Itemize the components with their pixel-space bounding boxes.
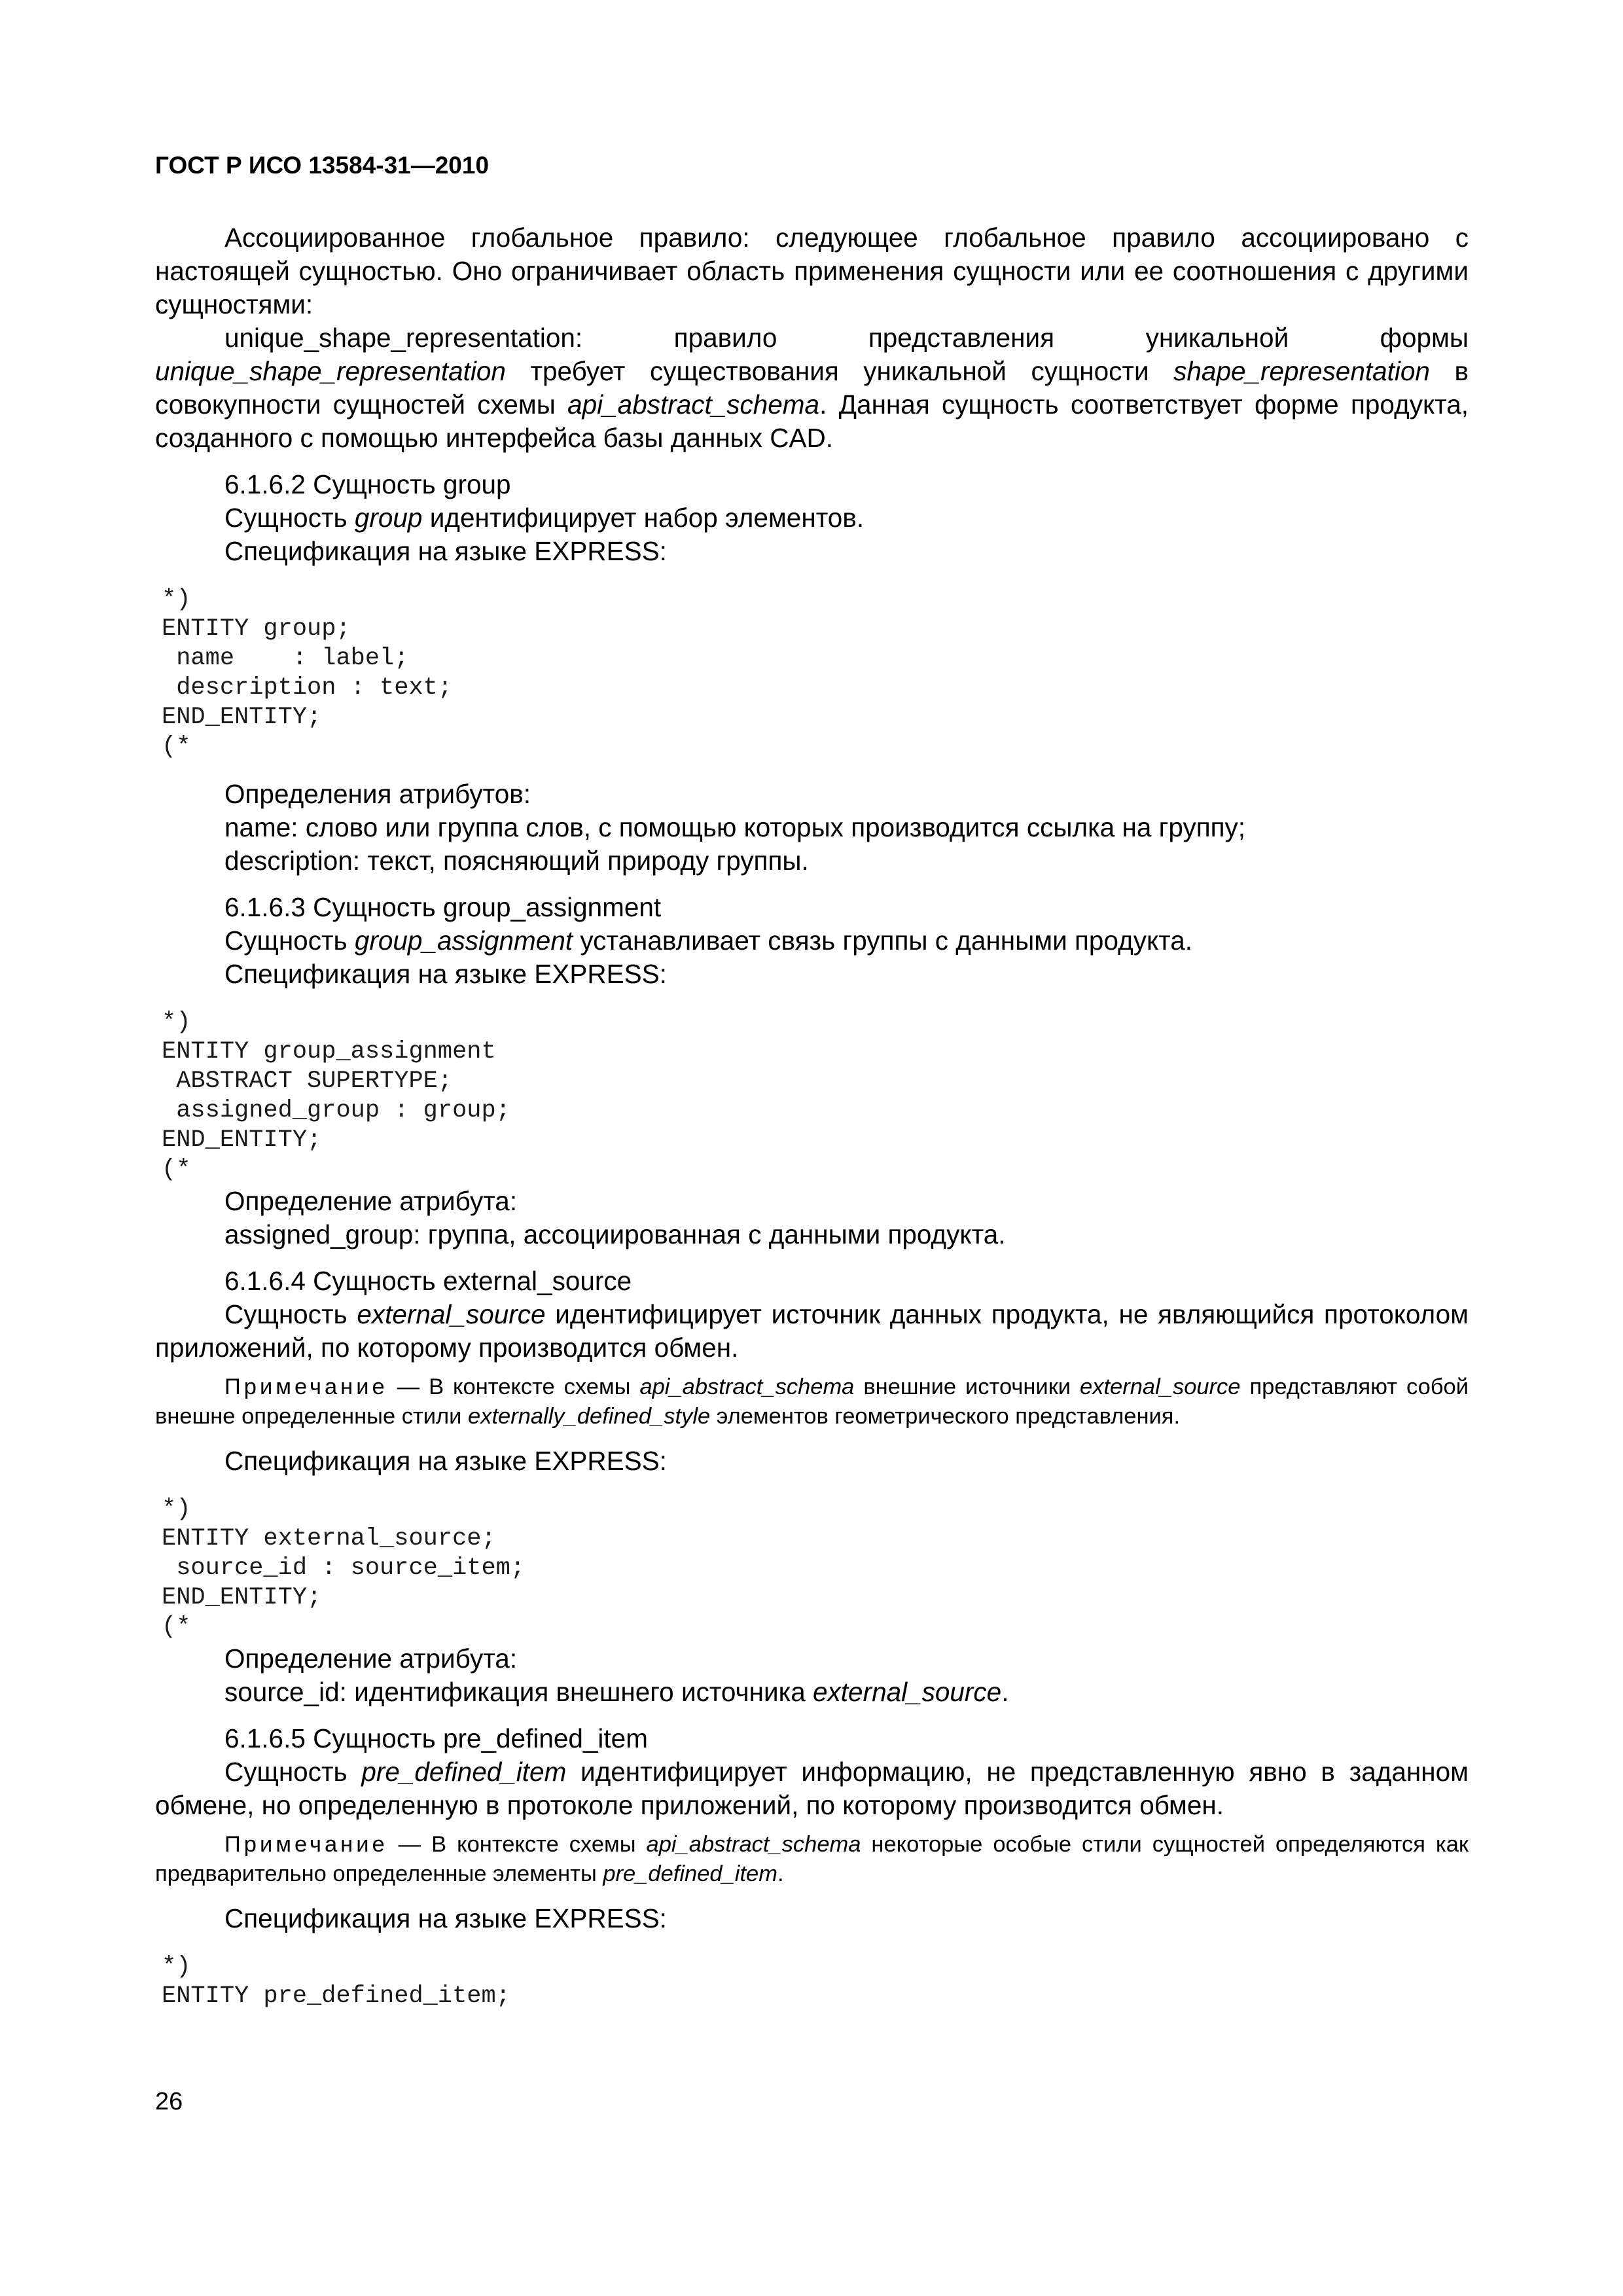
page-number: 26 [155, 2088, 183, 2115]
pre-defined-item-description: Сущность pre_defined_item идентифицирует информацию, не представленную явно в заданном обмене, но определенную в протоколе приложений, по которому производится обмен. [155, 1757, 1469, 1820]
pre-defined-item-note: Примечание — В контексте схемы api_abstract_schema некоторые особые стили сущностей определяются как предварительно определенные элементы pre_defined_item. [155, 1832, 1469, 1886]
external-source-description: Сущность external_source идентифицирует источник данных продукта, не являющийся протоколом приложений, по которому производится обмен. [155, 1299, 1469, 1363]
group-assignment-attr-title: Определение атрибута: [224, 1186, 518, 1216]
group-attr-description: description: текст, поясняющий природу группы. [224, 846, 809, 876]
group-spec-label: Спецификация на языке EXPRESS: [224, 536, 667, 566]
assoc-rule-paragraph: Ассоциированное глобальное правило: следующее глобальное правило ассоциировано с настоящей сущностью. Оно ограничивает область применения сущности или ее соотношения с другими сущностями: [155, 223, 1469, 319]
group-express-code: *) ENTITY group; name : label; description : text; END_ENTITY; (* [162, 586, 453, 761]
section-heading-group-assignment: 6.1.6.3 Сущность group_assignment [224, 892, 662, 922]
group-assignment-description: Сущность group_assignment устанавливает связь группы с данными продукта. [224, 925, 1193, 956]
section-heading-external-source: 6.1.6.4 Сущность external_source [224, 1266, 632, 1296]
document-body [155, 221, 1469, 2011]
external-source-attr-title: Определение атрибута: [224, 1643, 518, 1674]
group-assignment-attr: assigned_group: группа, ассоциированная с данными продукта. [224, 1219, 1006, 1249]
pre-defined-item-express-code: *) ENTITY pre_defined_item; [162, 1953, 510, 2010]
group-attrs-title: Определения атрибутов: [224, 779, 531, 809]
group-description: Сущность group идентифицирует набор элементов. [224, 503, 865, 533]
section-heading-group: 6.1.6.2 Сущность group [224, 469, 511, 499]
document-header: ГОСТ Р ИСО 13584-31—2010 [155, 152, 490, 179]
group-assignment-spec-label: Спецификация на языке EXPRESS: [224, 959, 667, 989]
group-attr-name: name: слово или группа слов, с помощью которых производится ссылка на группу; [224, 812, 1246, 842]
pre-defined-item-spec-label: Спецификация на языке EXPRESS: [224, 1903, 667, 1933]
external-source-express-code: *) ENTITY external_source; source_id : source_item; END_ENTITY; (* [162, 1496, 526, 1641]
external-source-note: Примечание — В контексте схемы api_abstract_schema внешние источники external_source представляют собой внешне определенные стили externally_defined_style элементов геометрического представления. [155, 1374, 1469, 1429]
external-source-spec-label: Спецификация на языке EXPRESS: [224, 1446, 667, 1476]
group-assignment-express-code: *) ENTITY group_assignment ABSTRACT SUPERTYPE; assigned_group : group; END_ENTITY; (* [162, 1009, 510, 1183]
external-source-attr: source_id: идентификация внешнего источника external_source. [224, 1677, 1009, 1707]
section-heading-pre-defined-item: 6.1.6.5 Сущность pre_defined_item [224, 1723, 648, 1753]
unique-shape-rule-paragraph: unique_shape_representation: правило представления уникальной формы unique_shape_representation требует существования уникальной сущности shape_representation в совокупности сущностей схемы api_abstract_schema. Данная сущность соответствует форме продукта, созданного с помощью интерфейса базы данных CAD. [155, 323, 1469, 453]
